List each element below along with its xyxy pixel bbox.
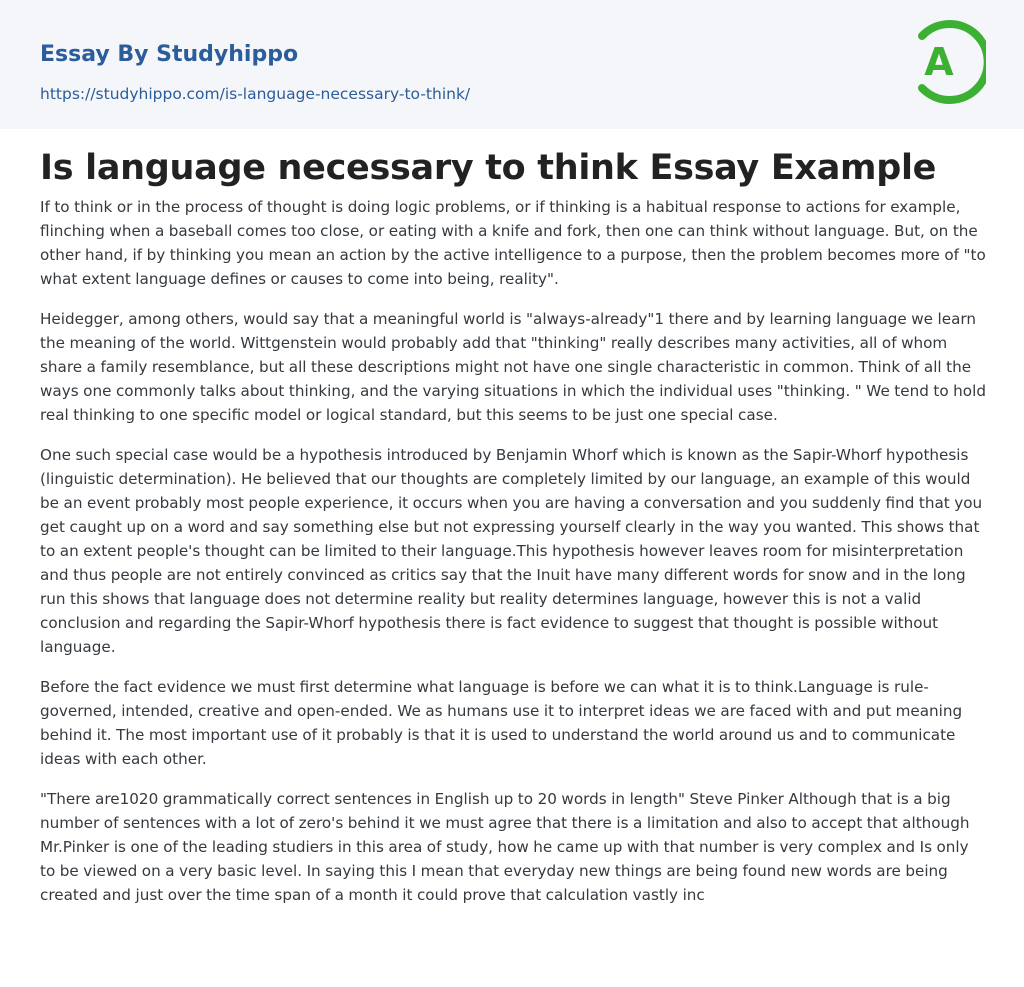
studyhippo-logo-icon[interactable] (912, 19, 986, 105)
paragraph-5: "There are1020 grammatically correct sentences in English up to 20 words in length" Steve Pinker Although that is a big number of sentences with a lot of zero's behind it we must agree that there is a limitation and also to accept that although Mr.Pinker is one of the leading studiers in this area of study, how he came up with that number is very complex and Is only to be viewed on a very basic level. In saying this I mean that everyday new things are being found new words are being created and just over the time span of a month it could prove that calculation vastly inc (40, 790, 970, 904)
site-header (0, 0, 1024, 129)
paragraph-2: Heidegger, among others, would say that a meaningful world is "always-already"1 there and by learning language we learn the meaning of the world. Wittgenstein would probably add that "thinking" really describes many activities, all of whom share a family resemblance, but all these descriptions might not have one single characteristic in common. Think of all the ways one commonly talks about thinking, and the varying situations in which the individual uses "thinking. " We tend to hold real thinking to one specific model or logical standard, but this seems to be just one special case. (40, 310, 986, 424)
paragraph-1: If to think or in the process of thought is doing logic problems, or if thinking is a habitual response to actions for example, flinching when a baseball comes too close, or eating with a knife and fork, then one can think without language. But, on the other hand, if by thinking you mean an action by the active intelligence to a purpose, then the problem becomes more of "to what extent language defines or causes to come into being, reality". (40, 198, 986, 288)
logo-letter: A (924, 40, 954, 84)
article (40, 145, 986, 923)
paragraph-4: Before the fact evidence we must first determine what language is before we can what it is to think.Language is rule-governed, intended, creative and open-ended. We as humans use it to interpret ideas we are faced with and put meaning behind it. The most important use of it probably is that it is used to understand the world around us and to communicate ideas with each other. (40, 678, 963, 768)
paragraph-3: One such special case would be a hypothesis introduced by Benjamin Whorf which is known as the Sapir-Whorf hypothesis (linguistic determination). He believed that our thoughts are completely limited by our language, an example of this would be an event probably most people experience, it occurs when you are having a conversation and you suddenly find that you get caught up on a word and say something else but not expressing yourself clearly in the way you wanted. This shows that to an extent people's thought can be limited to their language.This hypothesis however leaves room for misinterpretation and thus people are not entirely convinced as critics say that the Inuit have many different words for snow and in the long run this shows that language does not determine reality but reality determines language, however this is not a valid conclusion and regarding the Sapir-Whorf hypothesis there is fact evidence to suggest that thought is possible without language. (40, 446, 983, 656)
page-title: Is language necessary to think Essay Example (40, 148, 937, 188)
site-title[interactable]: Essay By Studyhippo (40, 42, 299, 67)
page-url-link[interactable]: https://studyhippo.com/is-language-necessary-to-think/ (40, 85, 471, 103)
